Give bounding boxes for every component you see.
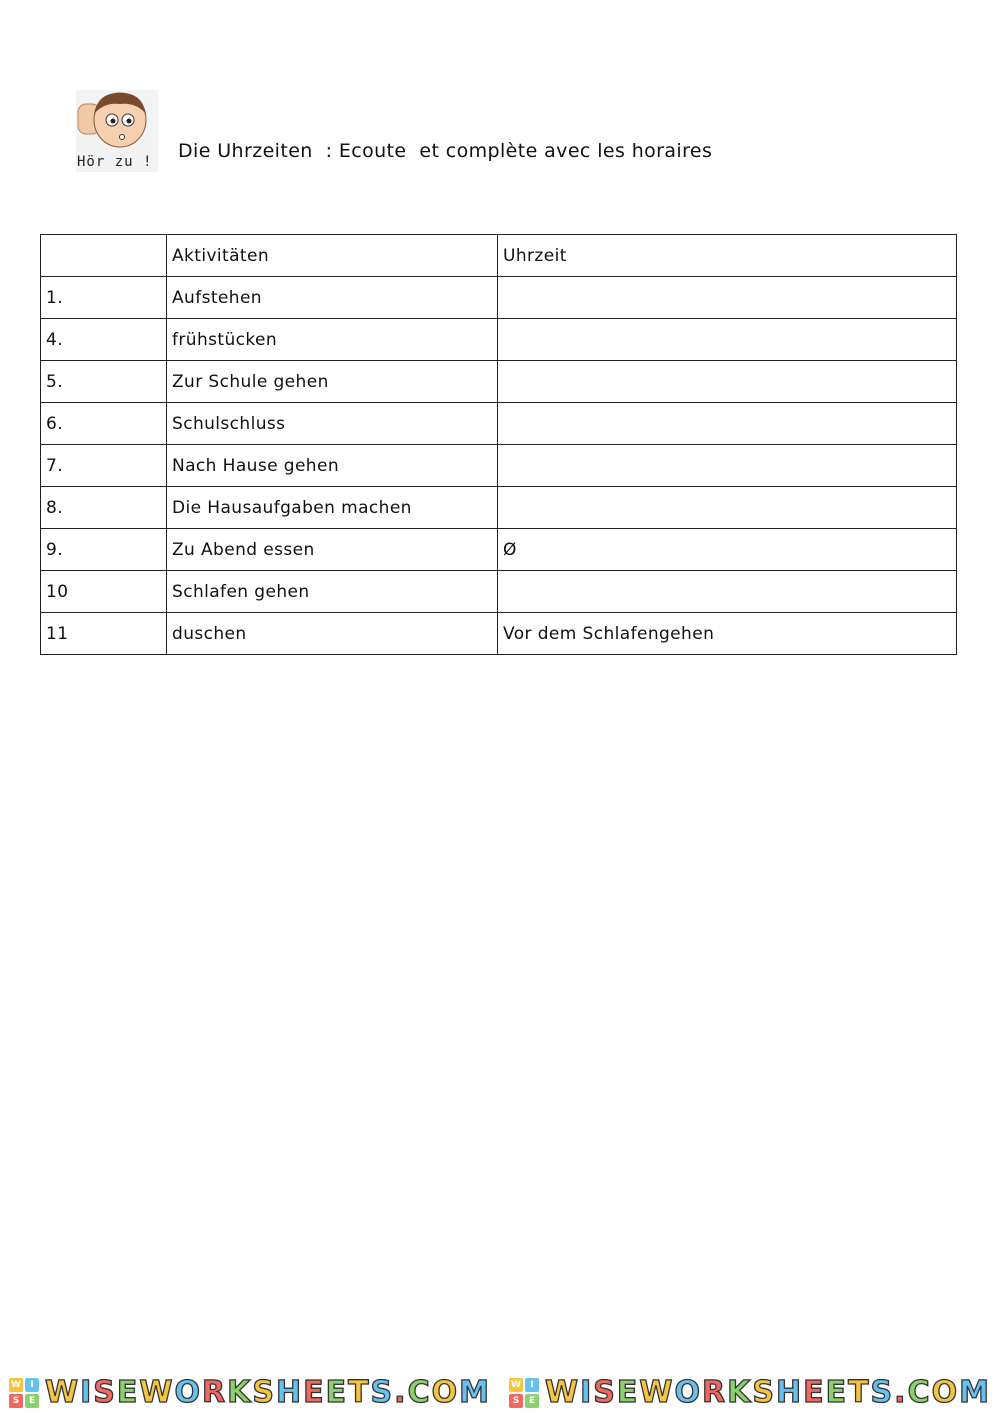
- brand-text: WISEWORKSHEETS.COM: [45, 1375, 491, 1410]
- brand-watermark: [509, 1375, 991, 1410]
- table-row: [41, 529, 957, 571]
- table-header-row: [41, 235, 957, 277]
- brand-text: WISEWORKSHEETS.COM: [545, 1375, 991, 1410]
- schedule-table: [40, 234, 957, 655]
- table-row: [41, 403, 957, 445]
- row-time: [498, 487, 957, 529]
- table-row: [41, 487, 957, 529]
- row-time: [498, 445, 957, 487]
- row-activity: Die Hausaufgaben machen: [167, 487, 498, 529]
- row-activity: Schlafen gehen: [167, 571, 498, 613]
- row-number: 10: [41, 571, 167, 613]
- row-time: [498, 277, 957, 319]
- brand-logo-icon: W I S E: [9, 1378, 39, 1408]
- row-time: [498, 319, 957, 361]
- table-row: [41, 445, 957, 487]
- row-activity: Nach Hause gehen: [167, 445, 498, 487]
- row-number: 8.: [41, 487, 167, 529]
- row-number: 7.: [41, 445, 167, 487]
- row-number: 1.: [41, 277, 167, 319]
- row-time: [498, 571, 957, 613]
- page-title: Die Uhrzeiten : Ecoute et complète avec les horaires: [178, 140, 713, 162]
- table-row: [41, 571, 957, 613]
- row-number: 6.: [41, 403, 167, 445]
- row-activity: Aufstehen: [167, 277, 498, 319]
- row-activity: duschen: [167, 613, 498, 655]
- row-time: [498, 361, 957, 403]
- header-time: Uhrzeit: [498, 235, 957, 277]
- listening-boy-icon: [76, 90, 158, 172]
- table-row: [41, 319, 957, 361]
- table-row: [41, 361, 957, 403]
- brand-logo-icon: W I S E: [509, 1378, 539, 1408]
- row-activity: Zu Abend essen: [167, 529, 498, 571]
- row-time: Ø: [498, 529, 957, 571]
- row-activity: Zur Schule gehen: [167, 361, 498, 403]
- row-time: Vor dem Schlafengehen: [498, 613, 957, 655]
- table-row: [41, 277, 957, 319]
- row-number: 4.: [41, 319, 167, 361]
- row-time: [498, 403, 957, 445]
- icon-caption: Hör zu !: [77, 154, 153, 170]
- row-number: 11: [41, 613, 167, 655]
- header-number: [41, 235, 167, 277]
- header-activity: Aktivitäten: [167, 235, 498, 277]
- row-number: 9.: [41, 529, 167, 571]
- row-activity: frühstücken: [167, 319, 498, 361]
- row-number: 5.: [41, 361, 167, 403]
- table-row: [41, 613, 957, 655]
- brand-watermark: [9, 1375, 491, 1410]
- footer-watermark: [0, 1372, 1000, 1413]
- row-activity: Schulschluss: [167, 403, 498, 445]
